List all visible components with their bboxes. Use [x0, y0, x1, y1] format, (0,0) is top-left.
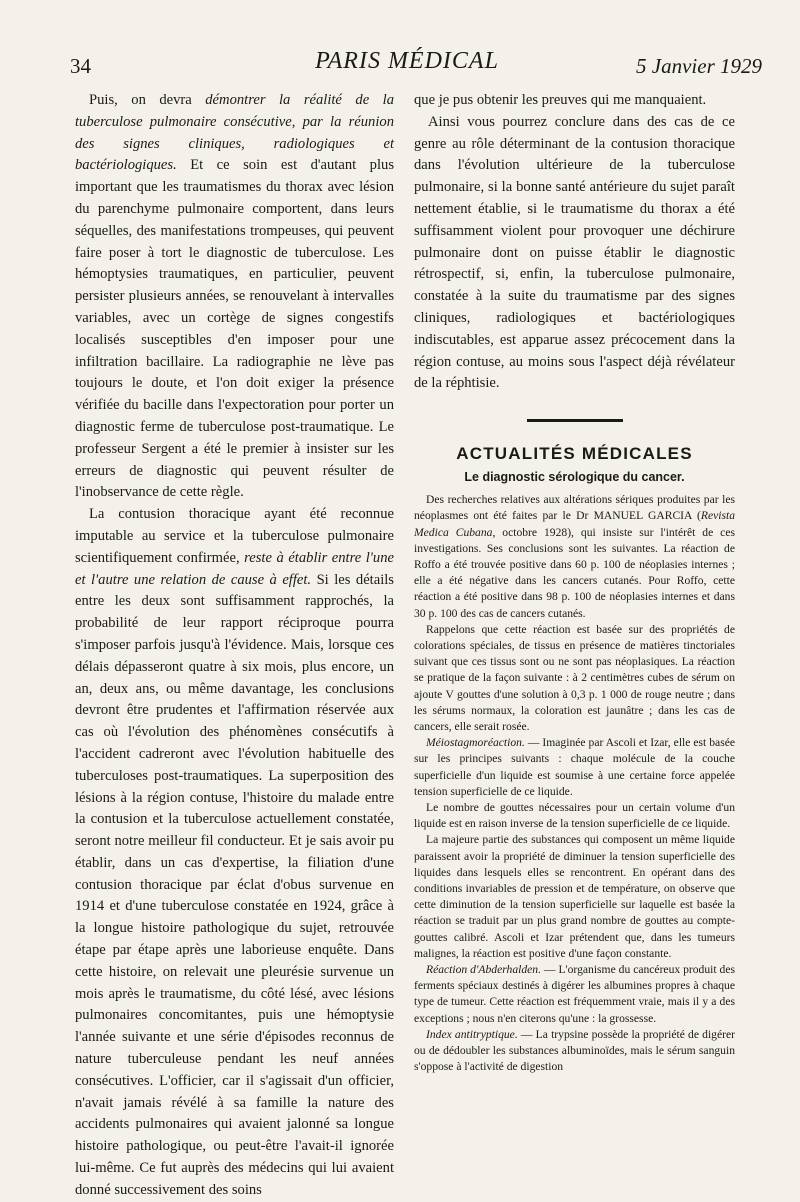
text-run: Et ce soin est d'autant plus important que les traumatismes du thorax avec lésion du parenchyme pulmonaire comportent, dans leurs séquelles, des manifestations trompeuses, qui peuvent faire poser à tort le diagnostic de tuberculose. Les hémoptysies traumatiques, en particulier, peuvent persister plusieurs années, se renouvelant à intervalles variables, avec un cortège de signes congestifs localisés susceptibles d'en imposer pour une infiltration bacillaire. La radiographie ne lève pas toujours le doute, et l'on doit exiger la présence vérifiée du bacille dans l'expectoration pour porter un diagnostic ferme de tuberculose post-traumatique. Le professeur Sergent a été le premier à insister sur les erreurs de diagnostic qui peuvent résulter de l'inobservance de cette règle.: [75, 157, 394, 501]
text-run: , octobre 1928), qui insiste sur l'intérêt de ces investigations. Ses conclusions sont les suivantes. La réaction de Roffo a été trouvée positive dans 60 p. 100 de néoplasies internes ; elle a été négative dans les cancers cutanés. Pour Roffo, cette réaction a été positive dans 98 p. 100 de néoplasies internes et dans 30 p. 100 des cas de cancers cutanés.: [414, 525, 735, 620]
page-number: 34: [70, 54, 91, 78]
paragraph: [414, 735, 735, 800]
left-column: [75, 90, 394, 1202]
paragraph: [75, 90, 394, 504]
emphasis: démontrer la réalité de la tuberculose pulmonaire consécutive, par la réunion des signes cliniques, radiologiques et bactériologiques.: [75, 92, 395, 174]
text-run: Puis, on devra: [89, 92, 206, 108]
run-in-heading: Réaction d'Abderhalden.: [426, 963, 541, 977]
text-run: — L'organisme du cancéreux produit des ferments spéciaux destinés à digérer les albumines propres à chaque type de tumeur. Cette réaction est fréquemment vraie, mais il y a des exceptions ; nous n'en citerons qu'une : la grossesse.: [414, 963, 735, 1025]
paragraph: [75, 504, 394, 1202]
journal-title: PARIS MÉDICAL: [315, 48, 499, 74]
paragraph: que je pus obtenir les preuves qui me manquaient.: [414, 92, 707, 108]
run-in-heading: Index antitryptique.: [426, 1027, 518, 1041]
paragraph: [414, 962, 735, 1027]
paragraph: Le nombre de gouttes nécessaires pour un certain volume d'un liquide est en raison inverse de la tension superficielle de ce liquide.: [414, 801, 735, 831]
text-run: Des recherches relatives aux altérations sériques produites par les néoplasmes ont été faites par le Dr MANUEL GARCIA (: [414, 493, 735, 523]
paragraph: Rappelons que cette réaction est basée sur des propriétés de colorations spéciales, de tissus en présence de matières tinctoriales suivant que ces tissus sont ou ne sont pas néoplasiques. La réaction se pratique de la façon suivante : à 2 centimètres cubes de sérum on ajoute V gouttes d'une solution à 0,3 p. 1 000 de rouge neutre ; dans les sérums normaux, la coloration est jaunâtre ; dans les cas de cancers, elle serait rosée.: [414, 622, 735, 733]
emphasis: reste à établir entre l'une et l'autre une relation de cause à effet.: [75, 549, 395, 588]
paragraph: [414, 1027, 735, 1076]
issue-date: 5 Janvier 1929: [636, 54, 762, 78]
text-run: Si les détails entre les deux sont suffisamment rapprochés, la probabilité de leur rapport réciproque pourra s'imposer parfois jusqu'à l'évidence. Mais, lorsque ces délais dépasseront quatre à six mois, plus encore, un an, deux ans, ou même davantage, les conclusions devront être prudentes et l'affirmation réservée aux cas où l'évolution des phénomènes consécutifs à l'accident cadreront avec l'évolution habituelle des tuberculoses post-traumatiques. La superposition des lésions à la région contuse, l'histoire du malade entre la contusion et la tuberculose actuellement constatée, seront notre meilleur fil conducteur. Et je sais avoir pu établir, dans un cas d'expertise, la filiation d'une contusion thoracique par éclat d'obus survenue en 1914 et d'une tuberculose constatée en 1924, grâce à la longue histoire pathologique du sujet, retrouvée étape par étape après une laborieuse enquête. Dans cette histoire, on relevait une pleurésie survenue un mois après le traumatisme, du côté lésé, avec lésions pulmonaires concomitantes, puis une hémoptysie l'année suivante et une série d'épisodes reconnus de nature tuberculeuse pendant les neuf années consécutives. L'officier, car il s'agissait d'un officier, n'avait jamais révélé à sa famille la nature des accidents pulmonaires qui avaient jalonné sa longue histoire pathologique, ou peut-être l'avait-il ignorée lui-même. Ce fut auprès des médecins qui lui avaient donné successivement des soins: [75, 571, 394, 1198]
paragraph: La majeure partie des substances qui composent un même liquide paraissent avoir la propriété de diminuer la tension superficielle des liquides dans lesquels elles se rencontrent. En opérant dans des conditions invariables de pression et de température, on observe que cette diminution de la tension superficielle sur laquelle est basée la réaction se traduit par un plus grand nombre de gouttes au compte-gouttes calibré. Ascoli et Izar prétendent que, dans les tumeurs malignes, la réaction est positive d'une façon constante.: [414, 833, 735, 960]
paragraph: [414, 492, 735, 622]
text-run: La contusion thoracique ayant été reconnue imputable au service et la tuberculose pulmonaire scientifiquement confirmée,: [75, 506, 394, 566]
text-run: — La trypsine possède la propriété de digérer ou de dédoubler les substances albuminoïdes, mais le sérum sanguin s'oppose à l'activité de digestion: [414, 1027, 735, 1074]
right-column: [414, 90, 735, 1075]
article-title: Le diagnostic sérologique du cancer.: [464, 470, 685, 485]
emphasis: Revista Medica Cubana: [414, 509, 735, 539]
text-run: — Imaginée par Ascoli et Izar, elle est basée sur les principes suivants : chaque molécule de la couche superficielle d'un liquide est soumise à une certaine force appelée tension superficielle de ce liquide.: [414, 736, 735, 798]
run-in-heading: Méiostagmoréaction.: [426, 736, 525, 750]
running-header: [52, 48, 762, 82]
paragraph: Ainsi vous pourrez conclure dans des cas de ce genre au rôle déterminant de la contusion thoracique dans l'évolution ultérieure de la tuberculose pulmonaire, si la bonne santé antérieure du sujet paraît nettement établie, si le traumatisme du thorax a été suffisamment violent pour provoquer une déchirure pulmonaire dont on puisse établir le diagnostic rétrospectif, si, enfin, la tuberculose pulmonaire, constatée à la suite du traumatisme par des signes cliniques, radiologiques et bactériologiques indiscutables, est apparue assez précocement dans la région contuse, au moins sous l'aspect déjà révélateur de la réphtisie.: [414, 113, 735, 392]
section-divider: [527, 419, 623, 422]
section-title: ACTUALITÉS MÉDICALES: [456, 444, 693, 464]
